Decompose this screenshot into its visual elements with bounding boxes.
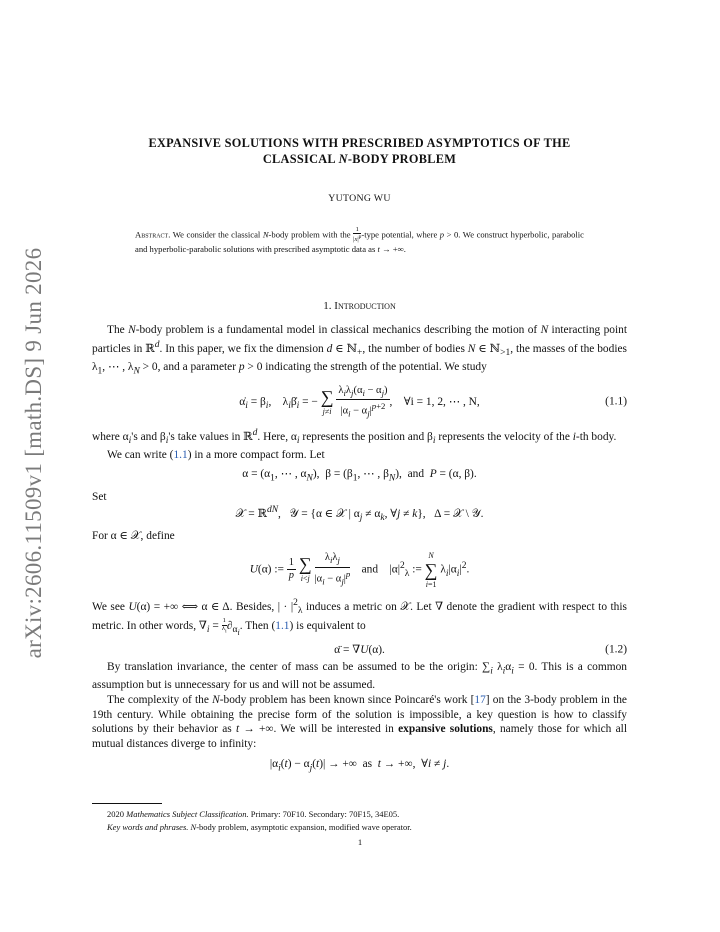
title-line-2-post: -BODY PROBLEM [347,151,457,166]
section-heading [92,299,627,314]
equation-1-1: $\alphȧ_i = \beta_i$, $\lambda_i\betȧ_i$ = − ∑ j≠i $\lambda_i\lambda_j(\alpha_i - \alpha_j)$ $|\alpha_i - \alpha_j|^{p+2}$ , ∀i = 1, 2, ⋯ , N, (1.1) [239,385,627,419]
ref-eq-1-1-b[interactable]: 1.1 [275,620,290,633]
title-line-2-pre: CLASSICAL [262,151,339,166]
equation-alpha-beta: $\alpha = (\alpha_1$, ⋯ , $\alpha_N$), $\beta = (\beta_1$, ⋯ , $\beta_N$), and P = (α, β). [242,468,477,484]
paragraph-7: By translation invariance, the center of mass can be assumed to be the origin: $\sum_i$ $\lambda_i\alpha_i = 0$. This is a common assumption but is unnecessary for us and will not be assumed. [92,660,627,692]
paragraph-6: We see U(α) = +∞ ⟺ α ∈ Δ. Besides, | · $|^2_\lambda$ induces a metric on 𝒳. Let ∇ denote the gradient with respect to this metric. In other words, $\nabla_i$ = $\frac{1}{\lambda_i}$ $\partial_{\alpha_i}$. Then (1.1) is equivalent to [92,597,627,638]
title-line-1: EXPANSIVE SOLUTIONS WITH PRESCRIBED ASYMPTOTICS OF THE [148,136,571,150]
paragraph-5: For α ∈ 𝒳, define [92,530,175,543]
paper-title [92,136,627,167]
paragraph-3: We can write (1.1) in a more compact form. Let [107,449,325,462]
arxiv-stamp [20,247,48,659]
paragraph-4: Set [92,490,107,503]
paragraph-1: The N-body problem is a fundamental model in classical mechanics describing the motion of N interacting point particles in ℝ$^d$. In this paper, we fix the dimension d ∈ ℕ$_+$, the number of bodies N ∈ ℕ$_{>1}$, the masses of the bodies $\lambda_1$, ⋯ , $\lambda_N > 0$, and a parameter p > 0 indicating the strength of the potential. We study [92,323,628,377]
equation-potential: U(α) := $\frac{1}{p}$ ∑ i<j $\lambda_i\lambda_j$ $|\alpha_i - \alpha_j|^p$ and $|\alpha|^2_\lambda$ := N ∑ i=1 $\lambda_i|\alpha_i|^2$. [249,550,470,589]
author: YUTONG WU [328,193,391,204]
section-number: 1. [323,300,332,313]
ref-eq-1-1[interactable]: 1.1 [173,449,188,462]
paragraph-8: The complexity of the N-body problem has been known since Poincaré's work [17] on the 3-body problem in the 19th century. While obtaining the precise form of the solution is impossible, a key question is how to classify solutions by their behavior as t → +∞. We will be interested in expansive solutions, namely those for which all mutual distances diverge to infinity: [92,694,627,750]
footnote-msc: 2020 Mathematics Subject Classification. Primary: 70F10. Secondary: 70F15, 34E05. [107,809,400,819]
equation-spaces: 𝒳 = ℝ$^{dN}$, 𝒴 = {α ∈ 𝒳 | $\alpha_j \ne \alpha_k$, ∀j ≠ k}, Δ = 𝒳 \ 𝒴. [235,504,484,523]
abstract: Abstract. We consider the classical N-body problem with the $\frac{1}{|x|^p}$ -type potential, where p > 0. We construct hyperbolic, parabolic and hyperbolic-parabolic solutions with prescribed asymptotic data as t → +∞. [135,225,584,254]
abstract-fraction: $\frac{1}{|x|^p}$ [353,225,362,244]
paragraph-2: where $\alpha_i's$ and $\beta_i's$ take values in ℝ$^d$. Here, $\alpha_i$ represents the position and $\beta_i$ represents the velocity of the i-th body. [92,427,617,446]
paper-page [92,136,627,782]
title-line-2-n: N [338,151,348,166]
arxiv-stamp-text: arXiv:2606.11509v1 [math.DS] 9 Jun 2026 [21,247,46,659]
page-number: 1 [357,837,363,847]
footnote-rule [92,803,162,804]
equation-1-2: α̈ = ∇U(α). (1.2) [334,643,627,656]
equation-number-1-2: (1.2) [605,643,627,656]
footnote-keywords: Key words and phrases. N-body problem, asymptotic expansion, modified wave operator. [107,821,412,832]
title-line-2 [92,152,627,168]
equation-number-1-1: (1.1) [605,396,627,409]
ref-17[interactable]: 17 [474,694,486,707]
abstract-label: Abstract. [135,229,171,240]
equation-expansive: $|\alpha_i(t) - \alpha_j(t)|$ → +∞ as t → +∞, ∀i ≠ j. [269,758,450,774]
section-title: Introduction [334,300,396,313]
equation-1-1-tail: ∀i = 1, 2, ⋯ , N, [403,396,480,409]
footnotes [92,803,627,833]
